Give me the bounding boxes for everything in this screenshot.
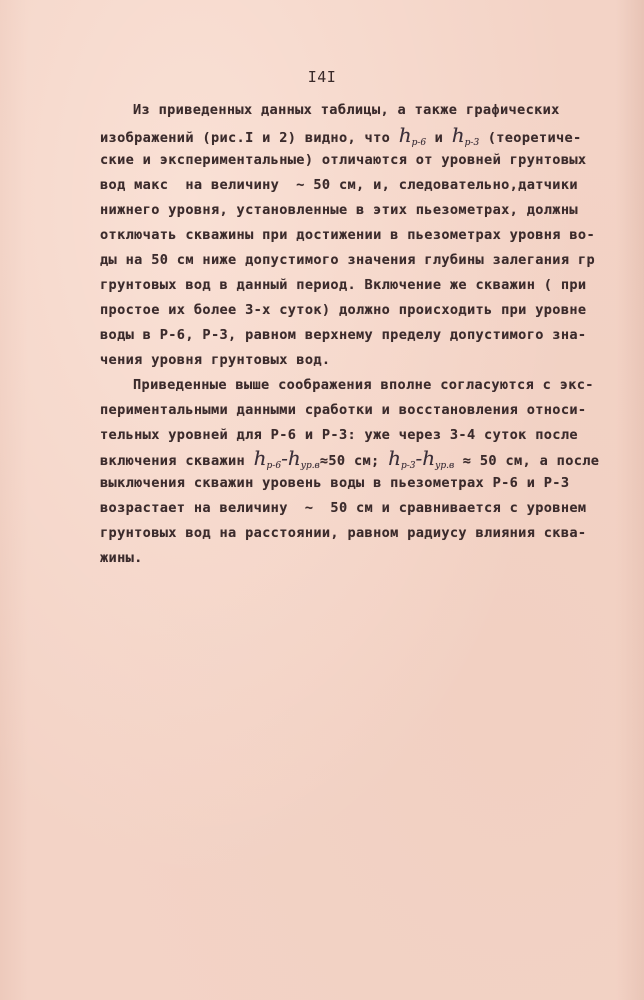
text-line: вод макс на величину ∼ 50 см, и, следовательно,датчики <box>100 177 578 193</box>
text-line <box>100 123 582 152</box>
text-line: тельных уровней для Р-6 и Р-3: уже через 3-4 суток после <box>100 427 578 443</box>
handwritten-formula: $h_{р-3}-h_{ур.в}$ <box>388 446 455 471</box>
text-line: отключать скважины при достижении в пьезометрах уровня во- <box>100 227 595 243</box>
text-line: грунтовых вод на расстоянии, равном радиусу влияния сква- <box>100 525 587 541</box>
text-line: грунтовых вод в данный период. Включение же скважин ( при <box>100 277 587 293</box>
handwritten-h-p6: $h_{р-6}$ <box>398 123 427 148</box>
text-fragment: включения скважин <box>100 453 246 469</box>
page-number: I4I <box>307 68 337 86</box>
text-line <box>100 446 600 475</box>
text-line: ские и экспериментальные) отличаются от уровней грунтовых <box>100 152 587 168</box>
text-fragment: изображений (рис.I и 2) видно, что <box>100 130 391 146</box>
text-fragment: (теоретиче- <box>479 130 582 146</box>
text-line: Из приведенных данных таблицы, а также графических <box>133 102 560 118</box>
text-line: выключения скважин уровень воды в пьезометрах Р-6 и Р-3 <box>100 475 570 491</box>
text-line: периментальными данными сработки и восстановления относи- <box>100 402 587 418</box>
text-line: возрастает на величину ∼ 50 см и сравнивается с уровнем <box>100 500 587 516</box>
text-fragment: ≈50 см; <box>319 453 389 469</box>
text-line: Приведенные выше соображения вполне согласуются с экс- <box>133 377 594 393</box>
text-line: чения уровня грунтовых вод. <box>100 352 331 368</box>
text-fragment: и <box>426 130 452 146</box>
text-line: ды на 50 см ниже допустимого значения глубины залегания гр <box>100 252 595 268</box>
text-line: простое их более 3-х суток) должно происходить при уровне <box>100 302 587 318</box>
text-line: нижнего уровня, установленные в этих пьезометрах, должны <box>100 202 578 218</box>
handwritten-h-p3: $h_{р-3}$ <box>451 123 480 148</box>
text-line: воды в Р-6, Р-3, равном верхнему пределу допустимого зна- <box>100 327 587 343</box>
handwritten-formula: $h_{р-6}-h_{ур.в}$ <box>253 446 320 471</box>
text-fragment: ≈ 50 см, а после <box>454 453 600 469</box>
text-line: жины. <box>100 550 143 566</box>
